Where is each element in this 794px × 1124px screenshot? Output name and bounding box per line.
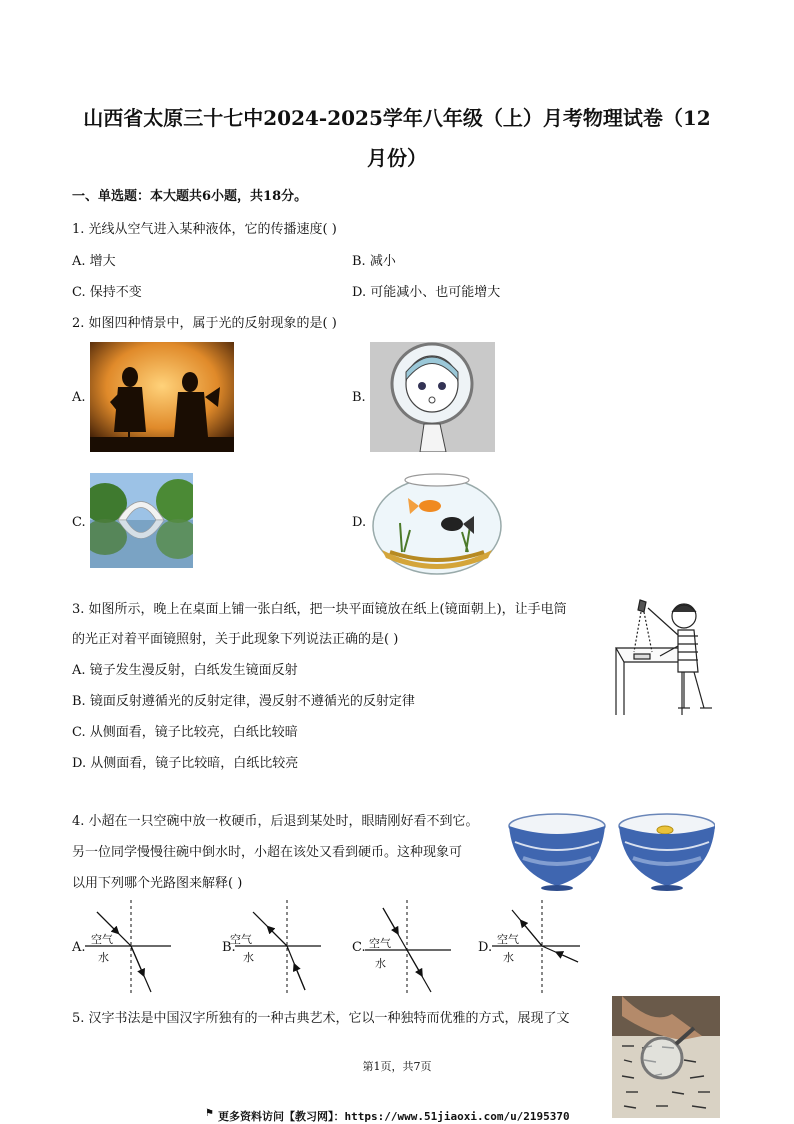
q1-option-b[interactable]: B. 减小	[352, 254, 396, 269]
page-number: 第1页，共7页	[362, 1060, 432, 1073]
q4-stem-line1: 4. 小超在一只空碗中放一枚硬币，后退到某处时，眼睛刚好看不到它。	[72, 814, 479, 829]
shadow-puppet-image	[90, 342, 234, 452]
resource-link[interactable]: 更多资料访问【教习网】：https://www.51jiaoxi.com/u/2195370	[218, 1110, 570, 1123]
q4-c-air-label: 空气	[369, 937, 391, 950]
q4-d-air-label: 空气	[497, 933, 519, 946]
calligraphy-magnifier-image	[612, 996, 720, 1118]
q4-diagram-b	[235, 898, 325, 996]
q1-stem: 1. 光线从空气进入某种液体，它的传播速度( )	[72, 222, 337, 237]
q3-option-c[interactable]: C. 从侧面看，镜子比较亮，白纸比较暗	[72, 725, 298, 740]
q4-label-b[interactable]: B.	[222, 940, 236, 955]
q3-option-d[interactable]: D. 从侧面看，镜子比较暗，白纸比较亮	[72, 756, 299, 771]
q3-option-b[interactable]: B. 镜面反射遵循光的反射定律，漫反射不遵循光的反射定律	[72, 694, 415, 709]
page-title: 山西省太原三十七中2024-2025学年八年级（上）月考物理试卷（12	[83, 106, 711, 130]
q3-stem-line1: 3. 如图所示，晚上在桌面上铺一张白纸，把一块平面镜放在纸上(镜面朝上)，让手电筒	[72, 602, 567, 617]
q1-option-d[interactable]: D. 可能减小、也可能增大	[352, 285, 501, 300]
flashlight-mirror-figure	[612, 590, 722, 720]
q4-stem-line2: 另一位同学慢慢往碗中倒水时，小超在该处又看到硬币。这种现象可	[72, 845, 463, 860]
q1-option-c[interactable]: C. 保持不变	[72, 285, 142, 300]
q4-b-water-label: 水	[243, 951, 254, 964]
q2-label-d[interactable]: D.	[352, 515, 367, 530]
q4-stem-line3: 以用下列哪个光路图来解释( )	[72, 876, 243, 891]
section-header: 一、单选题：本大题共6小题，共18分。	[72, 189, 308, 204]
q4-label-a[interactable]: A.	[72, 940, 86, 955]
goldfish-bowl-image	[370, 468, 505, 576]
q1-option-a[interactable]: A. 增大	[72, 254, 116, 269]
q4-label-d[interactable]: D.	[478, 940, 493, 955]
q4-a-water-label: 水	[98, 951, 109, 964]
q4-a-air-label: 空气	[91, 933, 113, 946]
q3-stem-line2: 的光正对着平面镜照射，关于此现象下列说法正确的是( )	[72, 632, 399, 647]
flag-icon: ⚑	[205, 1108, 214, 1119]
page-title-cont: 月份）	[367, 146, 427, 170]
q2-label-b[interactable]: B.	[352, 390, 366, 405]
arch-bridge-reflection-image	[90, 473, 193, 568]
q4-d-water-label: 水	[503, 951, 514, 964]
q2-label-a[interactable]: A.	[72, 390, 86, 405]
q4-b-air-label: 空气	[230, 933, 252, 946]
q5-stem-line1: 5. 汉字书法是中国汉字所独有的一种古典艺术，它以一种独特而优雅的方式，展现了文	[72, 1011, 570, 1026]
q4-c-water-label: 水	[375, 957, 386, 970]
q4-label-c[interactable]: C.	[352, 940, 366, 955]
q4-diagram-a	[85, 898, 175, 996]
bowl-coin-image	[505, 808, 715, 893]
magnifier-cartoon-image	[370, 342, 495, 452]
q2-label-c[interactable]: C.	[72, 515, 86, 530]
q3-option-a[interactable]: A. 镜子发生漫反射，白纸发生镜面反射	[72, 663, 298, 678]
q4-diagram-d	[492, 898, 587, 996]
q2-stem: 2. 如图四种情景中，属于光的反射现象的是( )	[72, 316, 337, 331]
